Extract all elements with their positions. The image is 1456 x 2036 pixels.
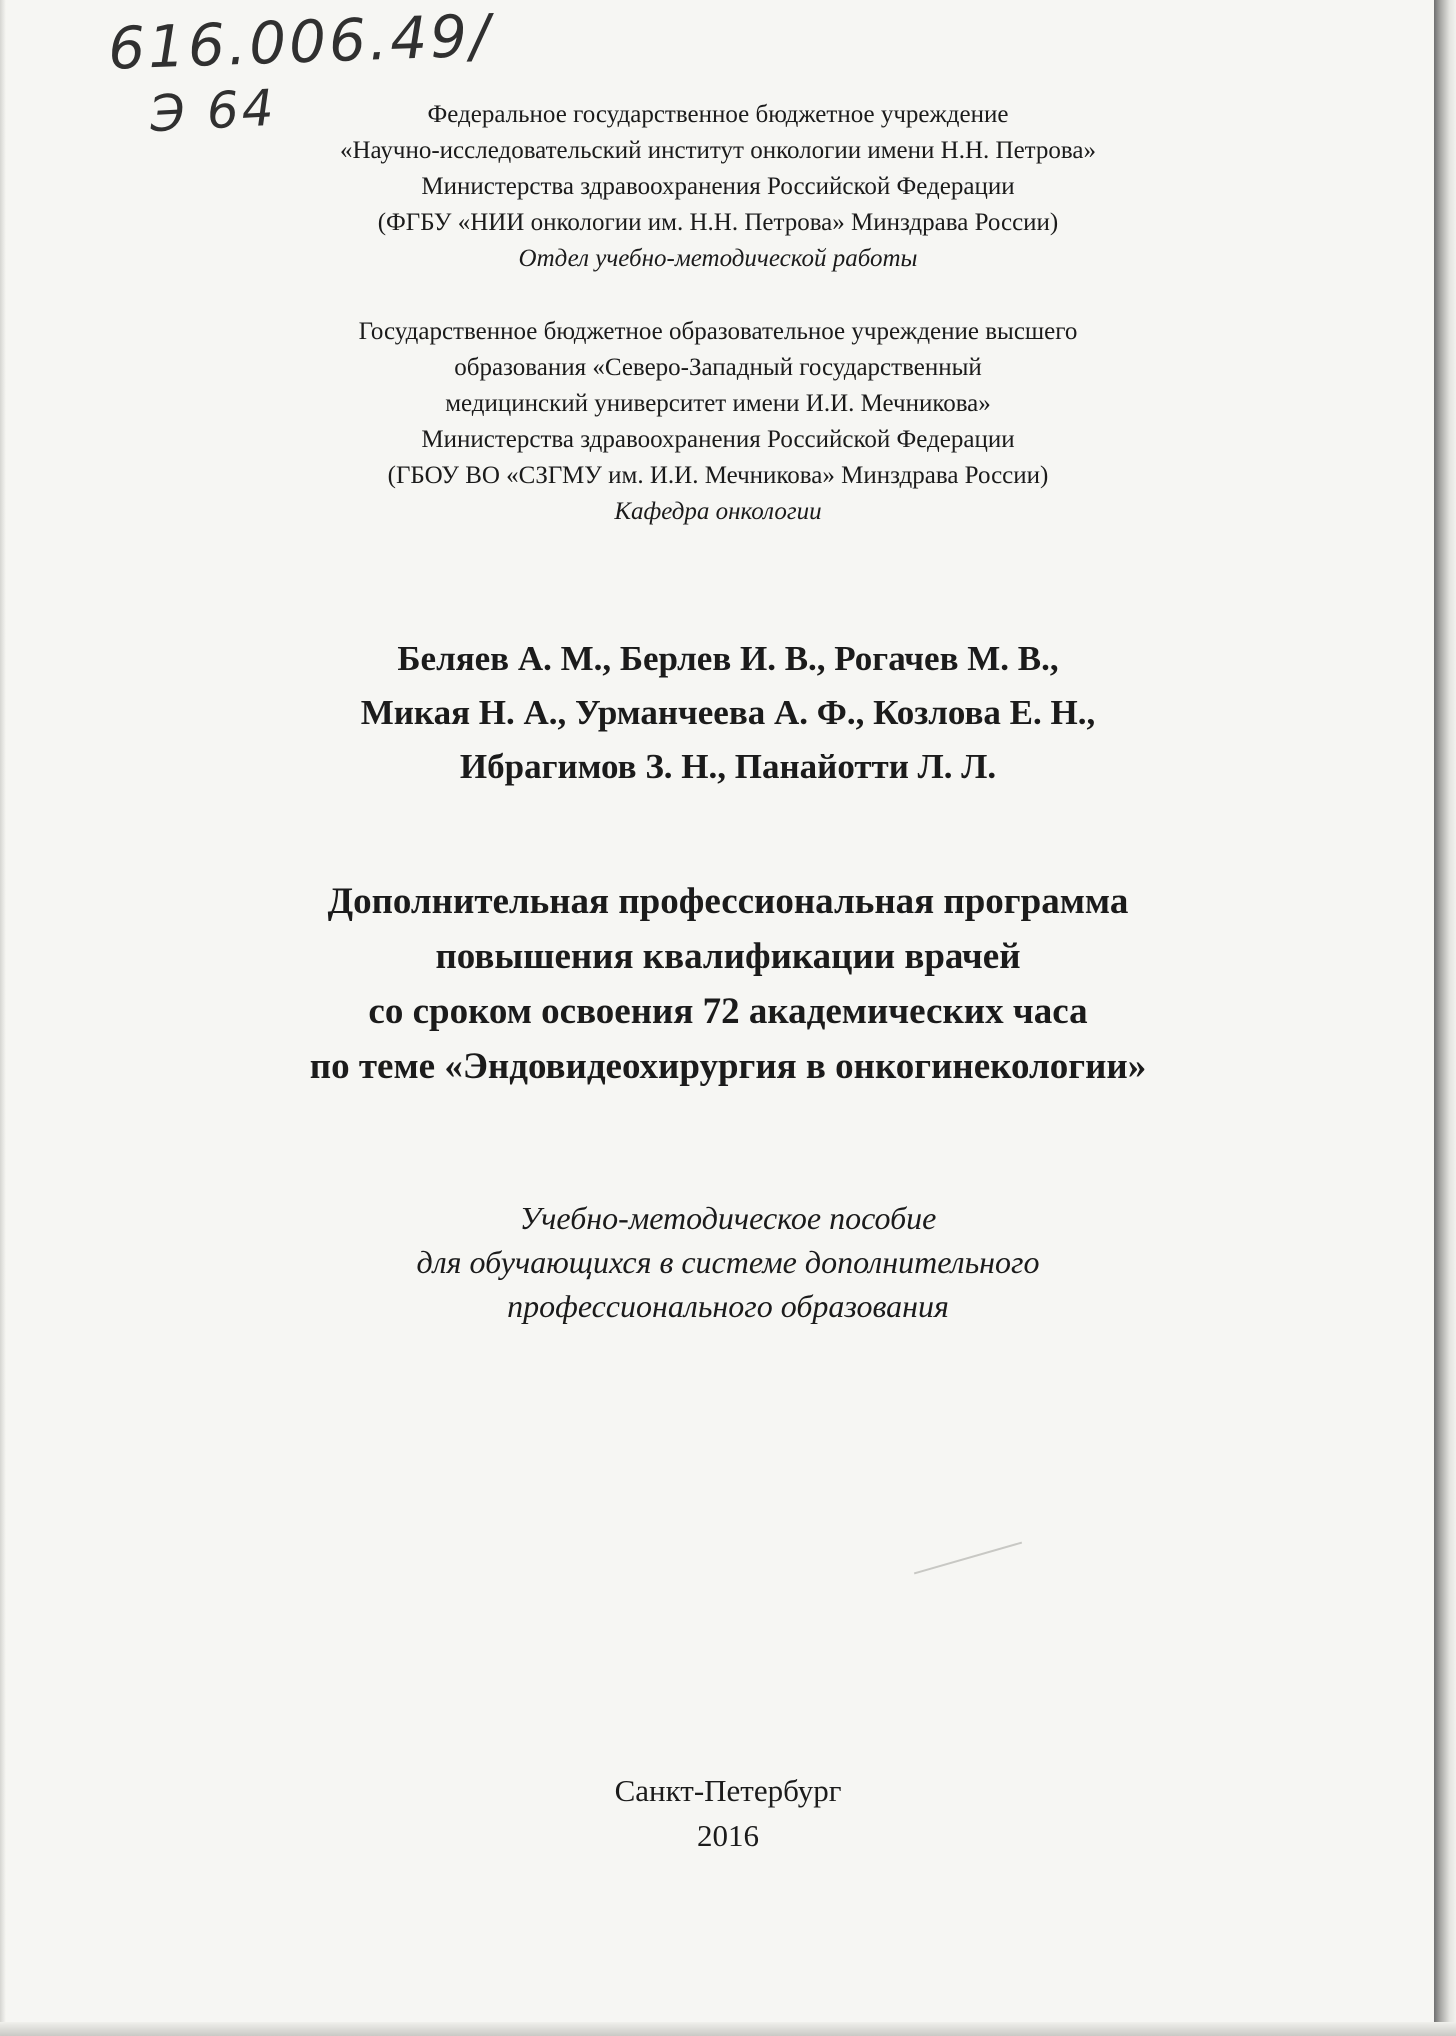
institution-line: (ФГБУ «НИИ онкологии им. Н.Н. Петрова» Минздрава России): [377, 209, 1059, 236]
page-left-edge: [0, 0, 6, 2036]
institution-line: Федеральное государственное бюджетное учреждение: [427, 101, 1009, 128]
institution-line: «Научно-исследовательский институт онкологии имени Н.Н. Петрова»: [340, 137, 1096, 164]
pencil-mark: [914, 1542, 1022, 1575]
institution-line: Государственное бюджетное образовательное учреждение высшего: [358, 318, 1078, 345]
institution-block-2: [238, 314, 1198, 530]
page-right-edge: [1434, 0, 1456, 2036]
subtitle-line: Учебно-методическое пособие: [519, 1200, 937, 1236]
subtitle-line: профессионального образования: [507, 1288, 949, 1324]
department-name: Отдел учебно-методической работы: [518, 245, 918, 272]
subtitle-line: для обучающихся в системе дополнительного: [416, 1244, 1040, 1280]
authors-list: [208, 632, 1248, 794]
document-title: [160, 874, 1296, 1094]
institution-line: Министерства здравоохранения Российской Федерации: [421, 426, 1015, 453]
imprint: [488, 1768, 968, 1858]
handwritten-author-mark: Э 64: [148, 78, 278, 144]
institution-block-1: [238, 97, 1198, 277]
authors-line: Микая Н. А., Урманчеева А. Ф., Козлова Е. Н.,: [360, 693, 1096, 732]
title-line: Дополнительная профессиональная программа: [327, 881, 1129, 922]
title-line: со сроком освоения 72 академических часа: [368, 991, 1088, 1032]
authors-line: Беляев А. М., Берлев И. В., Рогачев М. В.,: [397, 639, 1059, 678]
title-line: повышения квалификации врачей: [435, 936, 1021, 977]
authors-line: Ибрагимов З. Н., Панайотти Л. Л.: [459, 747, 997, 786]
department-name: Кафедра онкологии: [614, 498, 822, 525]
imprint-year: 2016: [697, 1818, 759, 1853]
institution-line: Министерства здравоохранения Российской Федерации: [421, 173, 1015, 200]
page-bottom-edge: [0, 2022, 1456, 2036]
imprint-city: Санкт-Петербург: [614, 1773, 842, 1808]
document-subtitle: [260, 1196, 1196, 1328]
handwritten-call-number: 616.006.49/: [106, 1, 494, 83]
institution-line: образования «Северо-Западный государственный: [454, 354, 982, 381]
institution-line: медицинский университет имени И.И. Мечникова»: [445, 390, 991, 417]
title-line: по теме «Эндовидеохирургия в онкогинекологии»: [309, 1046, 1147, 1087]
institution-line: (ГБОУ ВО «СЗГМУ им. И.И. Мечникова» Минздрава России): [387, 462, 1049, 489]
